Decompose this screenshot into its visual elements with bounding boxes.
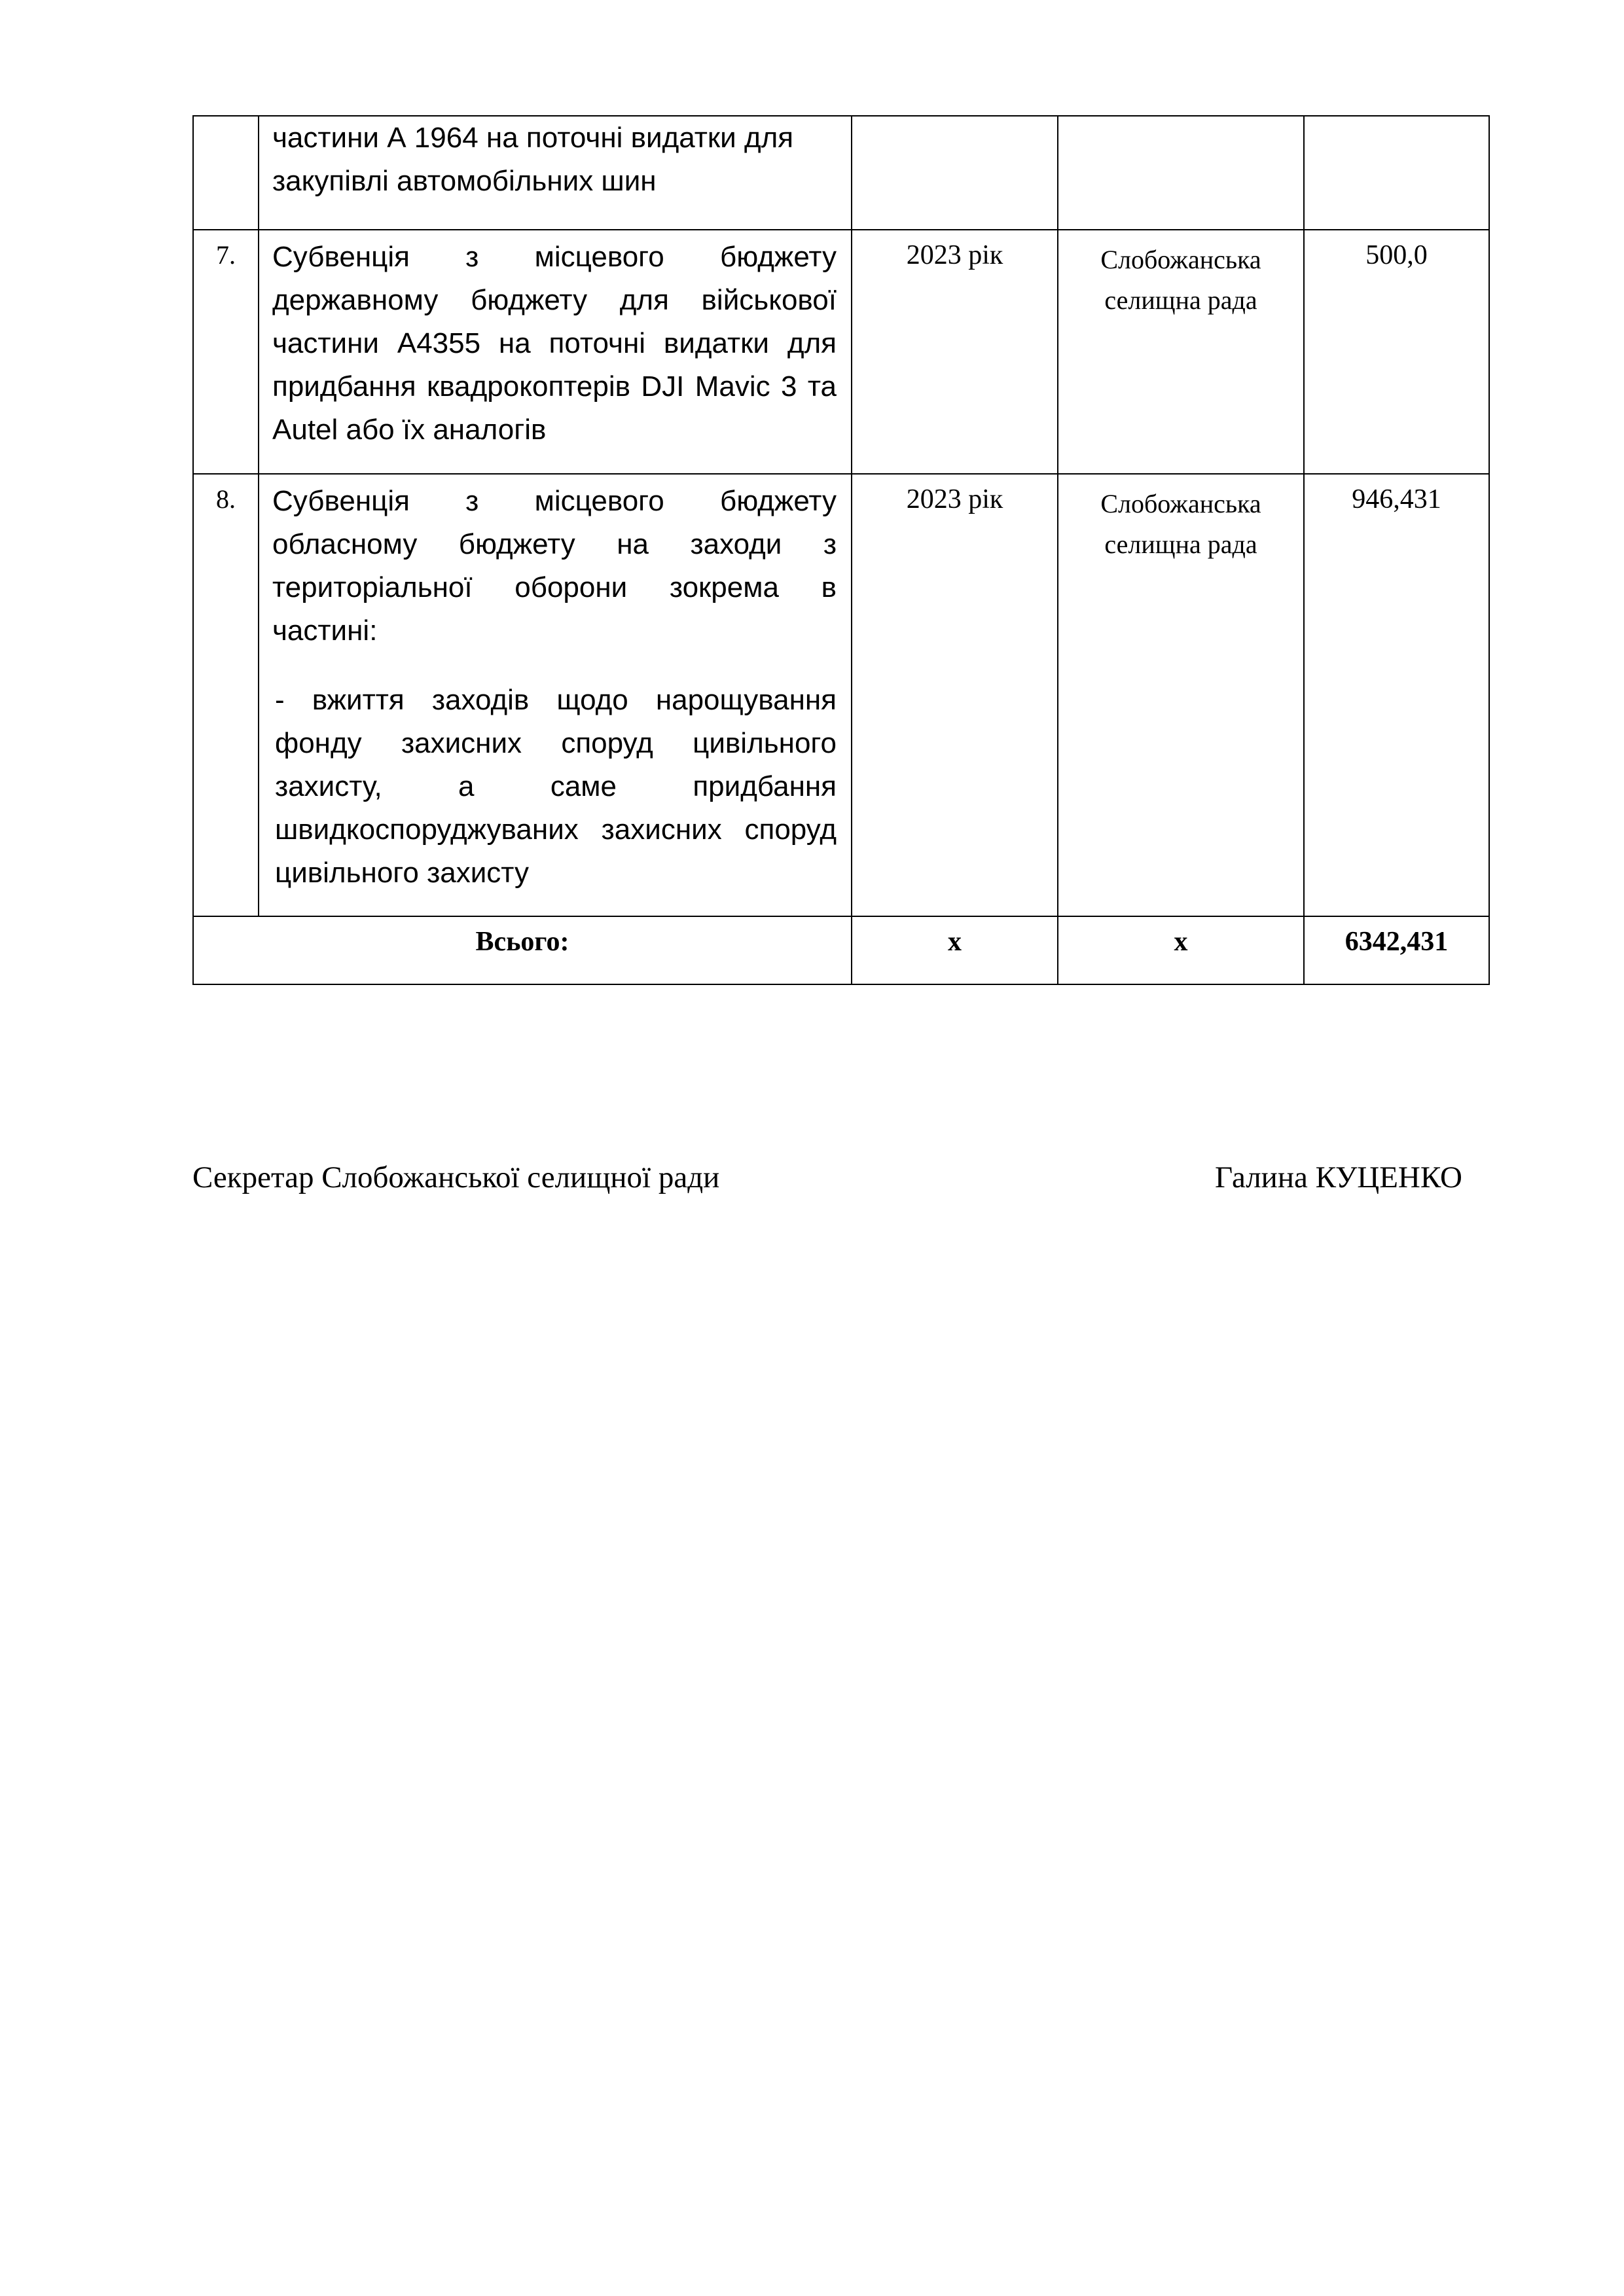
term-cell	[852, 116, 1058, 230]
table-row	[193, 474, 1489, 916]
table-row	[193, 230, 1489, 474]
description-cell	[259, 116, 852, 230]
total-row	[193, 916, 1489, 984]
total-label: Всього:	[193, 916, 852, 984]
table-row-continuation	[193, 116, 1489, 230]
executor-line: Слобожанська	[1100, 489, 1261, 518]
row-number-cell	[193, 116, 259, 230]
signature-block	[192, 1160, 1462, 1195]
amount-value: 946,431	[1304, 474, 1489, 916]
amount-cell	[1304, 116, 1489, 230]
description-cell	[259, 474, 852, 916]
term-value: 2023 рік	[852, 474, 1058, 916]
executor-cell	[1058, 116, 1304, 230]
executor-cell	[1058, 230, 1304, 474]
description-text: Субвенція з місцевого бюджету державному бюджету для військової частини А4355 на поточні видатки для придбання квадрокоптерів DJI Mavic 3 та Autel або їх аналогів	[272, 241, 837, 446]
description-cell	[259, 230, 852, 474]
executor-line: селищна рада	[1104, 529, 1257, 559]
executor-line: Слобожанська	[1100, 245, 1261, 274]
budget-table	[192, 115, 1490, 985]
row-number: 8.	[193, 474, 259, 916]
sub-description-text: - вжиття заходів щодо нарощування фонду захисних споруд цивільного захисту, а саме придбання швидкоспоруджуваних захисних споруд цивільного захисту	[275, 684, 837, 889]
executor-cell	[1058, 474, 1304, 916]
total-amount: 6342,431	[1304, 916, 1489, 984]
description-text: закупівлі автомобільних шин	[272, 165, 657, 197]
executor-line: селищна рада	[1104, 285, 1257, 315]
description-text: частини А 1964 на поточні видатки для	[272, 122, 794, 154]
total-term: х	[852, 916, 1058, 984]
row-number: 7.	[193, 230, 259, 474]
term-value: 2023 рік	[852, 230, 1058, 474]
description-text: Субвенція з місцевого бюджету обласному бюджету на заходи з територіальної оборони зокрема в частині:	[272, 485, 837, 647]
total-executor: х	[1058, 916, 1304, 984]
amount-value: 500,0	[1304, 230, 1489, 474]
signature-position: Секретар Слобожанської селищної ради	[192, 1160, 720, 1194]
signature-name: Галина КУЦЕНКО	[1214, 1160, 1462, 1194]
